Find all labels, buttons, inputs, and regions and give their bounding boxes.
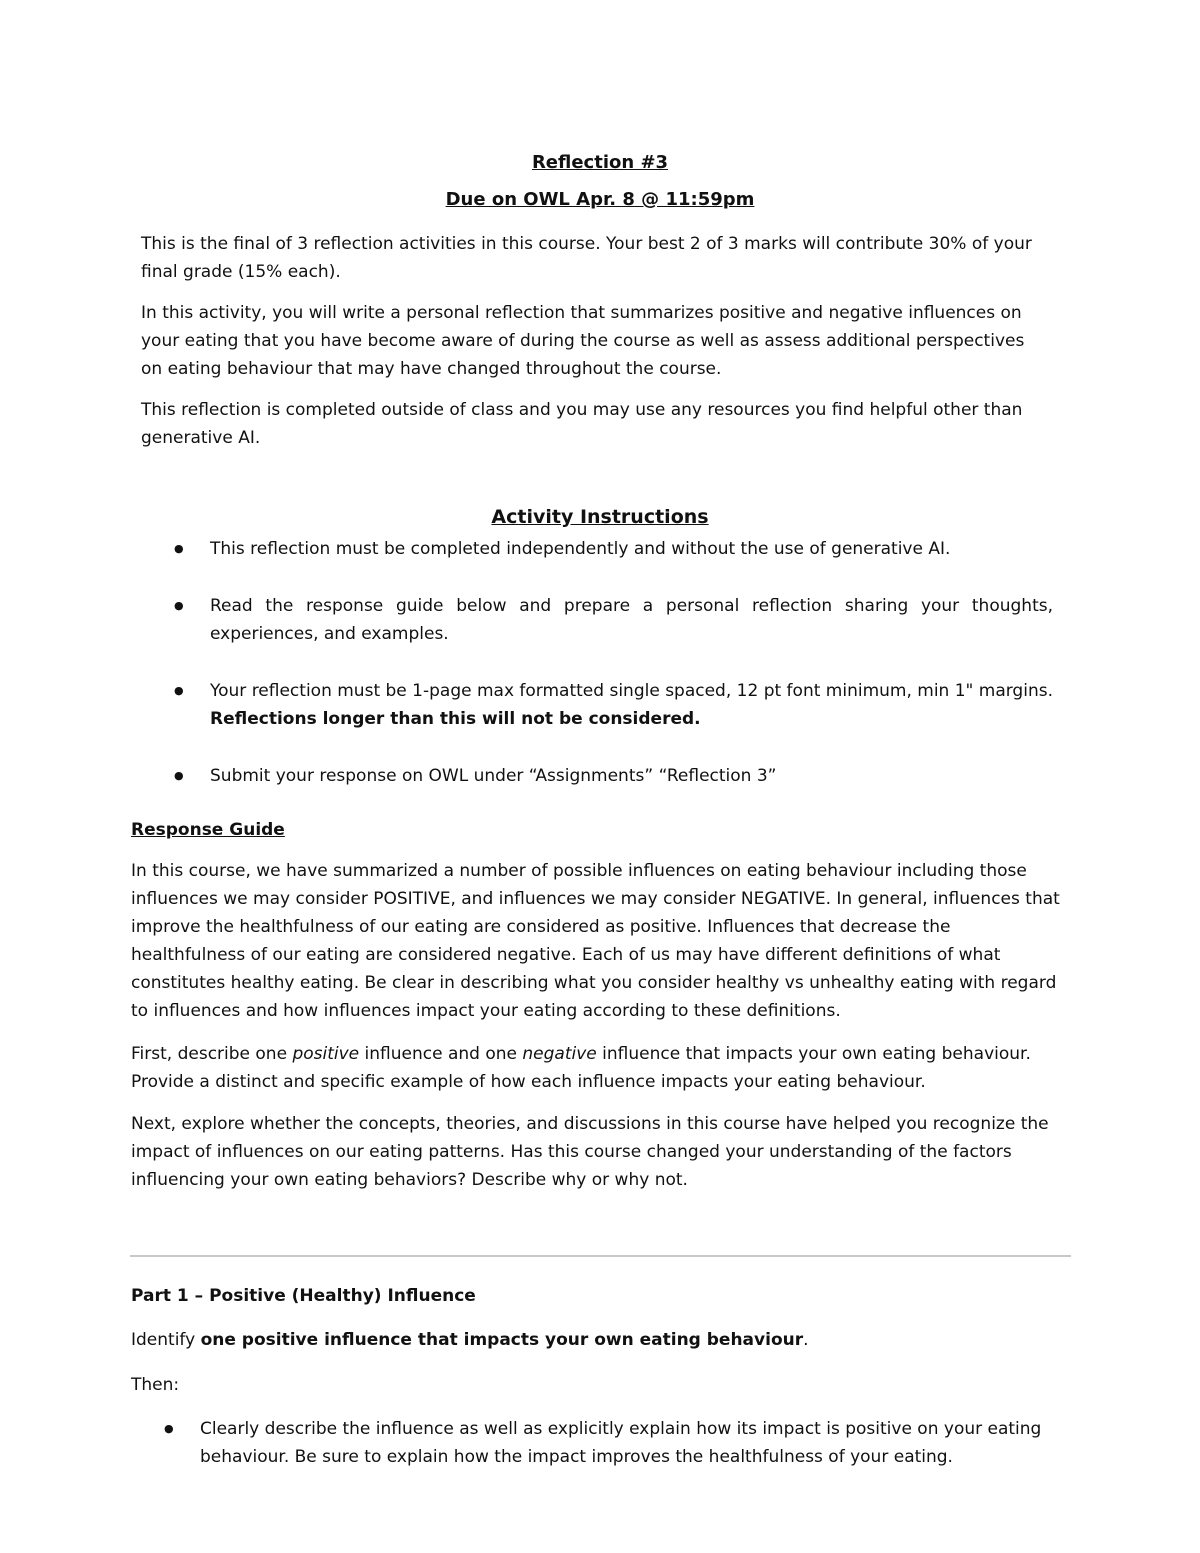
instruction-item: ● Submit your response on OWL under “Assignments” “Reflection 3” [131, 762, 1053, 790]
intro-paragraph-1: This is the final of 3 reflection activities in this course. Your best 2 of 3 marks will contribute 30% of your final grade (15% each). [141, 234, 1032, 282]
instruction-item: ● Your reflection must be 1-page max formatted single spaced, 12 pt font minimum, min 1" margins. Reflections longer than this will not be considered. [131, 677, 1053, 733]
guide-paragraph-2: First, describe one positive influence and one negative influence that impacts your own eating behaviour. Provide a distinct and specific example of how each influence impacts your eating behaviour. [131, 1044, 1031, 1092]
document-title: Reflection #3 [531, 152, 669, 173]
part1-list [131, 1415, 1066, 1471]
guide-paragraph-1: In this course, we have summarized a number of possible influences on eating behaviour including those influences we may consider POSITIVE, and influences we may consider NEGATIVE. In general, influences that improve the healthfulness of our eating are considered as positive. Influences that decrease the healthfulness of our eating are considered negative. Each of us may have different definitions of what constitutes healthy eating. Be clear in describing what you consider healthy vs unhealthy eating with regard to influences and how influences impact your eating according to these definitions. [131, 861, 1060, 1021]
instructions-list [131, 535, 1053, 790]
due-date: Due on OWL Apr. 8 @ 11:59pm [445, 189, 755, 210]
instruction-item: ● This reflection must be completed independently and without the use of generative AI. [131, 535, 1053, 563]
activity-instructions-heading: Activity Instructions [491, 506, 709, 528]
part1-bullet: ● Clearly describe the influence as well as explicitly explain how its impact is positive on your eating behaviour. Be sure to explain how the impact improves the healthfulness of your eating. [131, 1415, 1066, 1471]
part1-identify: Identify one positive influence that impacts your own eating behaviour. [131, 1330, 809, 1350]
part1-heading: Part 1 – Positive (Healthy) Influence [131, 1286, 476, 1306]
section-divider [130, 1255, 1071, 1257]
response-guide-heading: Response Guide [131, 820, 285, 840]
intro-paragraph-3: This reflection is completed outside of class and you may use any resources you find helpful other than generative AI. [141, 400, 1023, 448]
positive-emphasis: positive [292, 1044, 360, 1064]
guide-paragraph-3: Next, explore whether the concepts, theories, and discussions in this course have helped you recognize the impact of influences on our eating patterns. Has this course changed your understanding of the factors influencing your own eating behaviors? Describe why or why not. [131, 1114, 1049, 1190]
part1-then: Then: [131, 1375, 180, 1395]
negative-emphasis: negative [522, 1044, 597, 1064]
intro-paragraph-2: In this activity, you will write a personal reflection that summarizes positive and negative influences on your eating that you have become aware of during the course as well as assess additional perspectives on eating behaviour that may have changed throughout the course. [141, 303, 1025, 379]
instruction-item: ● Read the response guide below and prepare a personal reflection sharing your thoughts, experiences, and examples. [131, 592, 1053, 648]
length-warning: Reflections longer than this will not be considered. [210, 709, 701, 729]
